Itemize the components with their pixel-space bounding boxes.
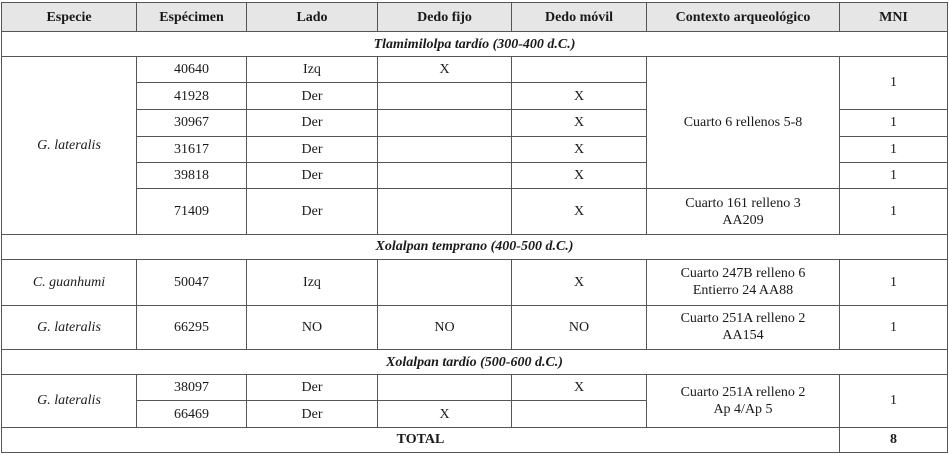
especimen-cell: 38097 (137, 375, 247, 401)
contexto-line: Cuarto 247B relleno 6 (680, 266, 806, 282)
species-cell: G. lateralis (2, 375, 137, 427)
header-especie: Especie (2, 3, 137, 32)
period-row (2, 349, 948, 374)
header-dedo-movil: Dedo móvil (512, 3, 647, 32)
especimen-cell: 66295 (137, 305, 247, 349)
dedo-fijo-cell (378, 136, 512, 162)
period-row (2, 32, 948, 57)
lado-cell: Izq (247, 57, 378, 83)
dedo-movil-cell: X (512, 163, 647, 189)
period-label: Tlamimilolpa tardío (300-400 d.C.) (2, 32, 948, 57)
table-row (2, 57, 948, 83)
contexto-cell (647, 189, 840, 234)
header-row (2, 3, 948, 32)
lado-cell: Der (247, 375, 378, 401)
species-cell: G. lateralis (2, 305, 137, 349)
contexto-line: AA209 (722, 212, 764, 228)
period-label: Xolalpan tardío (500-600 d.C.) (2, 349, 948, 374)
mni-cell: 1 (840, 163, 948, 189)
especimen-cell: 31617 (137, 136, 247, 162)
period-row (2, 234, 948, 259)
especimen-cell: 71409 (137, 189, 247, 234)
contexto-line: Cuarto 161 relleno 3 (685, 195, 801, 211)
mni-cell: 1 (840, 260, 948, 305)
lado-cell: Der (247, 189, 378, 234)
dedo-fijo-cell (378, 83, 512, 109)
specimen-table (1, 2, 948, 453)
header-especimen: Espécimen (137, 3, 247, 32)
table-row (2, 305, 948, 349)
especimen-cell: 39818 (137, 163, 247, 189)
dedo-fijo-cell: X (378, 57, 512, 83)
contexto-line: Cuarto 251A relleno 2 (680, 311, 806, 327)
total-label: TOTAL (2, 427, 840, 452)
header-dedo-fijo: Dedo fijo (378, 3, 512, 32)
lado-cell: NO (247, 305, 378, 349)
especimen-cell: 30967 (137, 109, 247, 136)
species-cell: C. guanhumi (2, 260, 137, 305)
lado-cell: Der (247, 136, 378, 162)
header-contexto: Contexto arqueológico (647, 3, 840, 32)
header-lado: Lado (247, 3, 378, 32)
mni-cell: 1 (840, 375, 948, 427)
dedo-movil-cell: X (512, 109, 647, 136)
lado-cell: Izq (247, 260, 378, 305)
dedo-movil-cell: X (512, 260, 647, 305)
dedo-movil-cell (512, 401, 647, 427)
dedo-movil-cell: X (512, 136, 647, 162)
dedo-movil-cell: X (512, 83, 647, 109)
species-cell: G. lateralis (2, 57, 137, 235)
especimen-cell: 66469 (137, 401, 247, 427)
dedo-movil-cell: X (512, 189, 647, 234)
dedo-movil-cell: NO (512, 305, 647, 349)
mni-cell: 1 (840, 109, 948, 136)
mni-cell: 1 (840, 57, 948, 109)
dedo-movil-cell (512, 57, 647, 83)
especimen-cell: 41928 (137, 83, 247, 109)
lado-cell: Der (247, 401, 378, 427)
header-mni: MNI (840, 3, 948, 32)
lado-cell: Der (247, 163, 378, 189)
contexto-line: Ap 4/Ap 5 (713, 401, 773, 417)
contexto-cell: Cuarto 6 rellenos 5-8 (647, 57, 840, 189)
period-label: Xolalpan temprano (400-500 d.C.) (2, 234, 948, 259)
table-row (2, 260, 948, 305)
dedo-fijo-cell: X (378, 401, 512, 427)
lado-cell: Der (247, 109, 378, 136)
especimen-cell: 40640 (137, 57, 247, 83)
dedo-fijo-cell (378, 163, 512, 189)
table-row (2, 189, 948, 234)
contexto-line: Cuarto 251A relleno 2 (680, 384, 806, 400)
total-row (2, 427, 948, 452)
dedo-fijo-cell (378, 189, 512, 234)
contexto-cell (647, 260, 840, 305)
dedo-fijo-cell (378, 109, 512, 136)
contexto-cell (647, 375, 840, 427)
lado-cell: Der (247, 83, 378, 109)
dedo-movil-cell: X (512, 375, 647, 401)
mni-cell: 1 (840, 189, 948, 234)
mni-cell: 1 (840, 305, 948, 349)
contexto-line: AA154 (722, 328, 764, 344)
total-value: 8 (840, 427, 948, 452)
especimen-cell: 50047 (137, 260, 247, 305)
contexto-line: Entierro 24 AA88 (692, 283, 794, 299)
table-row (2, 375, 948, 401)
contexto-cell (647, 305, 840, 349)
dedo-fijo-cell: NO (378, 305, 512, 349)
dedo-fijo-cell (378, 260, 512, 305)
dedo-fijo-cell (378, 375, 512, 401)
mni-cell: 1 (840, 136, 948, 162)
